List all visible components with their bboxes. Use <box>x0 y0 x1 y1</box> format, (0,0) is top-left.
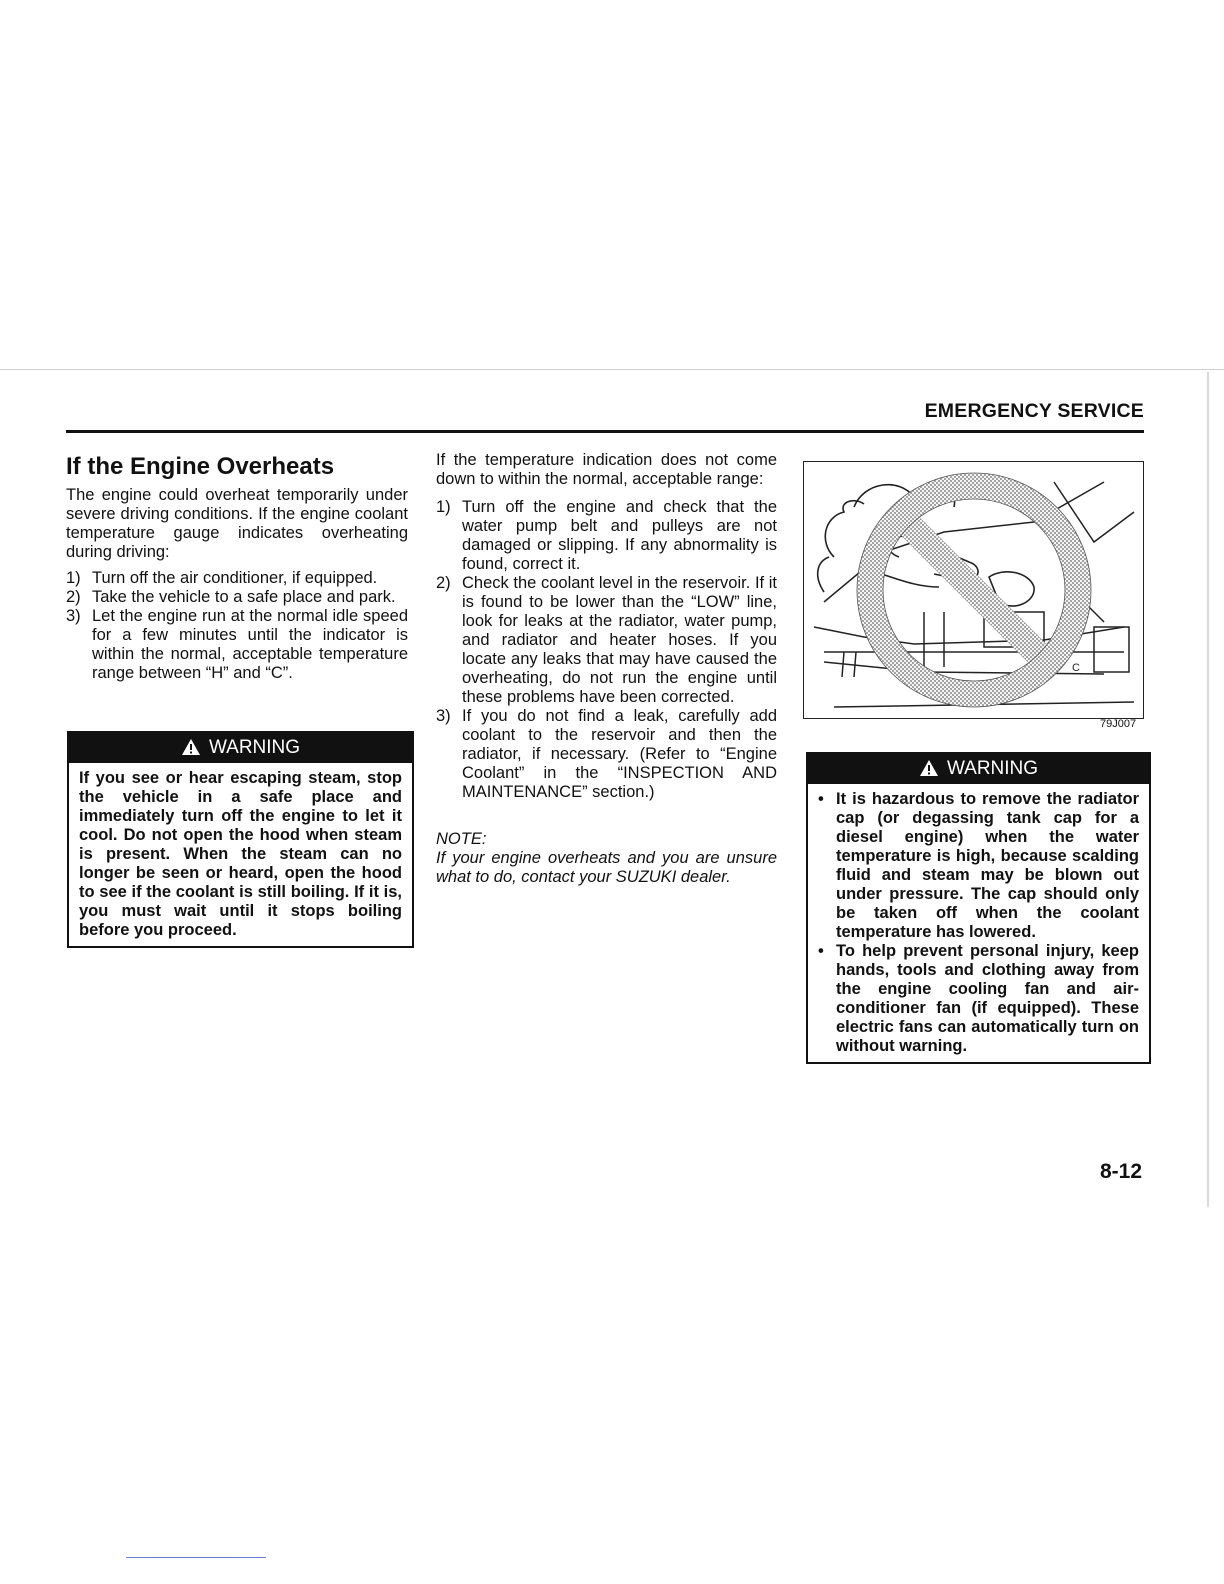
list-item <box>818 790 1139 942</box>
step-text: Take the vehicle to a safe place and park. <box>92 588 396 606</box>
page-title: If the Engine Overheats <box>66 453 335 480</box>
section-header: EMERGENCY SERVICE <box>924 400 1144 422</box>
note-label: NOTE: <box>436 830 487 848</box>
step-text: Let the engine run at the normal idle speed for a few minutes until the indicator is within the normal, acceptable temperature range between “H” and “C”. <box>92 607 408 682</box>
page-number: 8-12 <box>1100 1160 1143 1183</box>
step-text: Turn off the air conditioner, if equipped. <box>92 569 378 587</box>
step-text: If you do not find a leak, carefully add coolant to the reservoir and then the radiator, if necessary. (Refer to “Engine Coolant” in the “INSPECTION AND MAINTENANCE” section.) <box>462 707 777 801</box>
warning-text: If you see or hear escaping steam, stop the vehicle in a safe place and immediately turn off the engine to let it cool. Do not open the hood when steam is present. When the steam can no longer be seen or heard, open the hood to see if the coolant is still boiling. If it is, you must wait until it stops boiling before you proceed. <box>79 769 402 939</box>
bottom-rule <box>126 1557 266 1558</box>
warning-body <box>808 784 1149 1062</box>
list-item <box>66 588 408 607</box>
warning-label: WARNING <box>946 758 1039 779</box>
step-number: 3) <box>66 607 81 625</box>
step-number: 2) <box>436 574 451 592</box>
list-item <box>66 607 408 683</box>
step-number: 2) <box>66 588 81 606</box>
step-number: 3) <box>436 707 451 725</box>
bullet: • <box>818 942 824 960</box>
note-text: If your engine overheats and you are unsure what to do, contact your SUZUKI dealer. <box>436 849 777 886</box>
warning-item-text: It is hazardous to remove the radiator cap (or degassing tank cap for a diesel engine) when the water temperature is high, because scalding fluid and steam may be blown out under pressure. The cap should only be taken off when the coolant temperature has lowered. <box>836 790 1139 941</box>
intro-paragraph: The engine could overheat temporarily under severe driving conditions. If the engine coolant temperature gauge indicates overheating during driving: <box>66 486 408 561</box>
list-item <box>818 942 1139 1056</box>
column-middle <box>436 451 777 887</box>
step-text: Check the coolant level in the reservoir. If it is found to be lower than the “LOW” line, look for leaks at the radiator, water pump, and radiator and heater hoses. If you locate any leaks that may have caused the overheating, do not run the engine until these problems have been corrected. <box>462 574 777 706</box>
warning-list <box>818 790 1139 1056</box>
warning-item-text: To help prevent personal injury, keep hands, tools and clothing away from the engine cooling fan and air-conditioner fan (if equipped). These electric fans can automatically turn on without warning. <box>836 942 1139 1055</box>
warning-box-steam <box>67 731 414 948</box>
list-item <box>436 707 777 802</box>
header-rule <box>66 430 1144 433</box>
step-number: 1) <box>66 569 81 587</box>
figure-radiator-cap-prohibited <box>803 461 1144 719</box>
warning-triangle-icon <box>919 759 939 777</box>
scan-line <box>0 369 1224 370</box>
column-left <box>66 452 408 683</box>
step-text: Turn off the engine and check that the water pump belt and pulleys are not damaged or slipping. If any abnormality is found, correct it. <box>462 498 777 573</box>
warning-box-radiator <box>806 752 1151 1064</box>
warning-header <box>69 733 412 763</box>
list-item <box>66 569 408 588</box>
figure-code: 79J007 <box>1100 718 1137 730</box>
page-edge <box>1207 372 1209 1207</box>
warning-triangle-icon <box>181 738 201 756</box>
list-item <box>436 498 777 574</box>
warning-header <box>808 754 1149 784</box>
steps-list <box>66 569 408 683</box>
warning-label: WARNING <box>208 737 301 758</box>
list-item <box>436 574 777 707</box>
step-number: 1) <box>436 498 451 516</box>
figure-letter: C <box>1072 662 1080 674</box>
radiator-cap-illustration <box>804 462 1143 718</box>
steps-list <box>436 498 777 802</box>
bullet: • <box>818 790 824 808</box>
intro-paragraph: If the temperature indication does not come down to within the normal, acceptable range: <box>436 451 777 488</box>
